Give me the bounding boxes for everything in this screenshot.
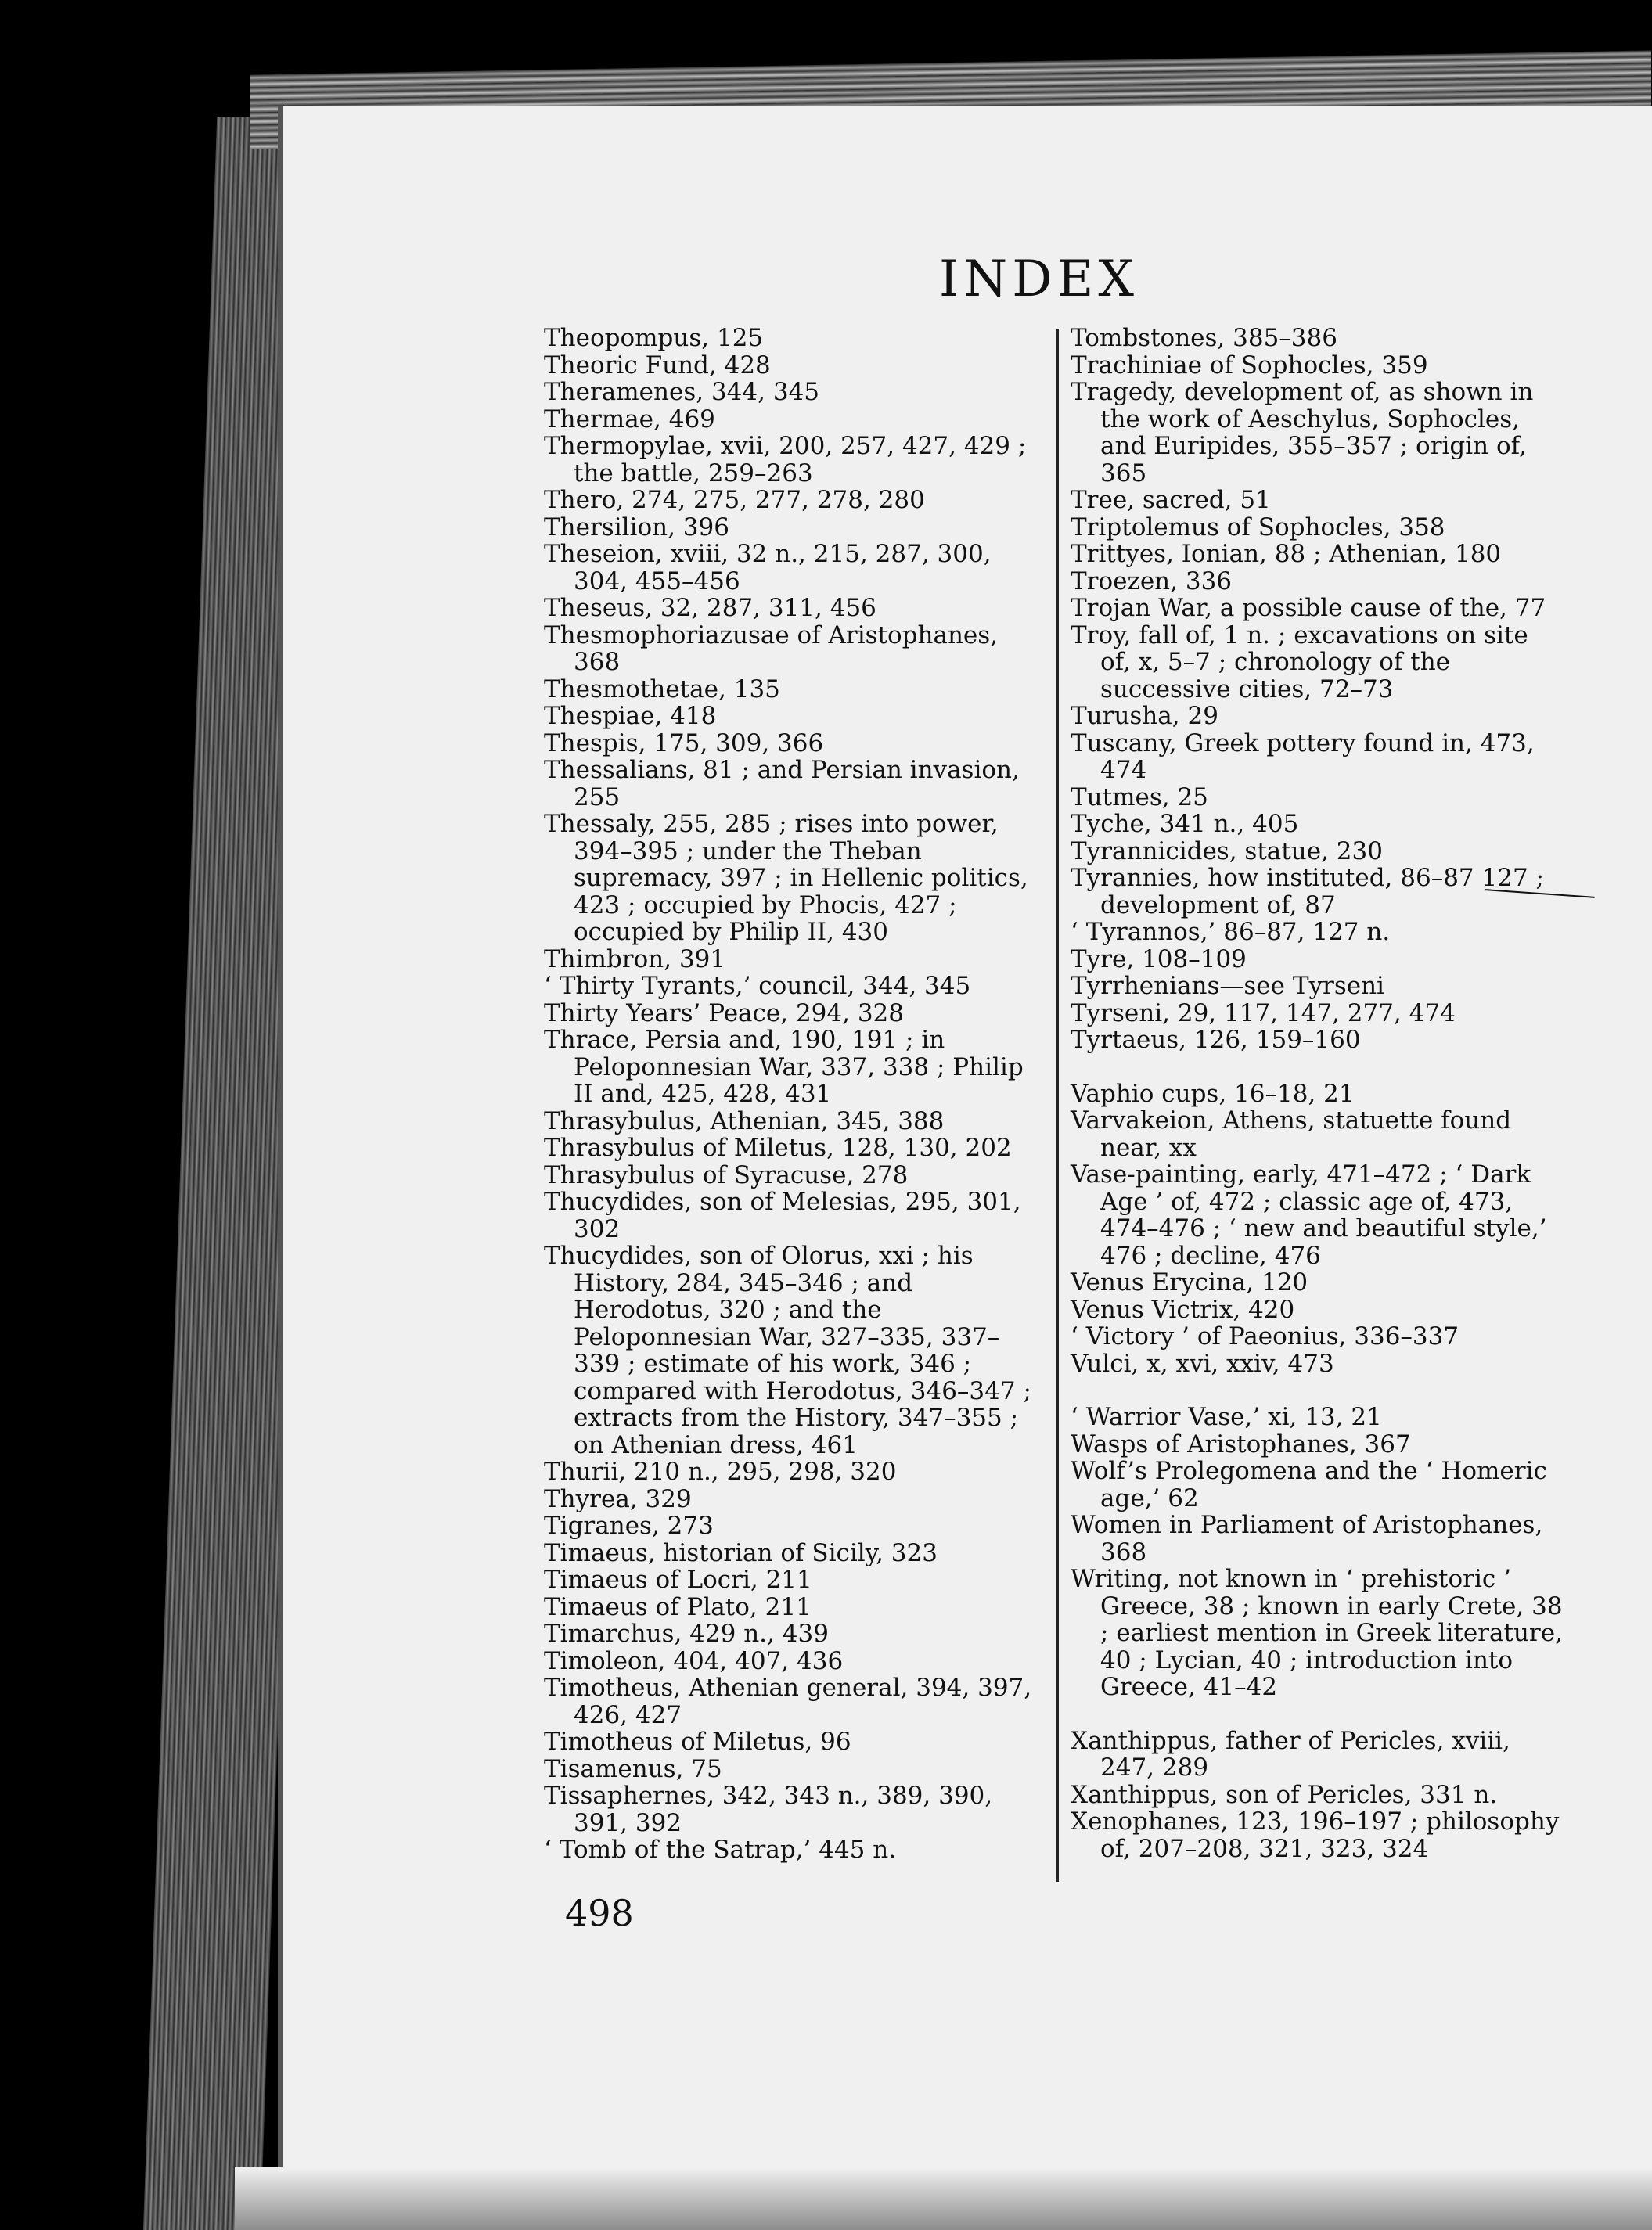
index-entry: Thermae, 469	[544, 405, 715, 433]
index-entry: Thrace, Persia and, 190, 191 ; in Peloponnesian War, 337, 338 ; Philip II and, 425, 428, 431	[544, 1026, 1024, 1108]
index-entry: Tyre, 108–109	[1071, 944, 1247, 973]
index-left-column	[544, 325, 1045, 1864]
index-entry: Tyrannies, how instituted, 86–87 127 ; development of, 87	[1071, 864, 1544, 919]
index-entry: Thermopylae, xvii, 200, 257, 427, 429 ; the battle, 259–263	[544, 432, 1027, 487]
index-entry: Thrasybulus of Miletus, 128, 130, 202	[544, 1134, 1012, 1162]
index-entry: Theseus, 32, 287, 311, 456	[544, 594, 876, 622]
index-entry: Thurii, 210 n., 295, 298, 320	[544, 1458, 897, 1486]
index-entry: Tisamenus, 75	[544, 1754, 722, 1783]
index-entry: Troy, fall of, 1 n. ; excavations on site of, x, 5–7 ; chronology of the successive cities, 72–73	[1071, 620, 1528, 703]
index-entry: ‘ Victory ’ of Paeonius, 336–337	[1071, 1322, 1459, 1351]
index-entry: Tuscany, Greek pottery found in, 473, 474	[1071, 728, 1535, 784]
index-entry: ‘ Warrior Vase,’ xi, 13, 21	[1071, 1403, 1382, 1431]
index-entry: Timotheus of Miletus, 96	[544, 1728, 851, 1756]
index-entry: Wolf’s Prolegomena and the ‘ Homeric age,’ 62	[1071, 1457, 1547, 1512]
index-entry: Thirty Years’ Peace, 294, 328	[544, 998, 904, 1027]
index-entry: Tragedy, development of, as shown in the work of Aeschylus, Sophocles, and Euripides, 355–357 ; origin of, 365	[1071, 378, 1534, 487]
page-bottom-shadow	[235, 2167, 1652, 2230]
index-entry: Xanthippus, son of Pericles, 331 n.	[1071, 1780, 1498, 1809]
index-entry: Trittyes, Ionian, 88 ; Athenian, 180	[1071, 540, 1502, 568]
index-entry: Varvakeion, Athens, statuette found near, xx	[1071, 1106, 1512, 1162]
index-entry: Tombstones, 385–386	[1071, 324, 1337, 352]
index-entry: ‘ Tomb of the Satrap,’ 445 n.	[544, 1836, 897, 1864]
index-entry: Vaphio cups, 16–18, 21	[1071, 1079, 1355, 1108]
index-entry: Venus Erycina, 120	[1071, 1268, 1308, 1297]
index-entry: Vulci, x, xvi, xxiv, 473	[1071, 1349, 1334, 1378]
index-entry: Venus Victrix, 420	[1071, 1295, 1295, 1324]
index-entry: Tyrrhenians—see Tyrseni	[1071, 972, 1384, 1000]
entry-gap	[1071, 1054, 1564, 1081]
index-entry: Timarchus, 429 n., 439	[544, 1620, 829, 1648]
index-entry: Thucydides, son of Melesias, 295, 301, 302	[544, 1188, 1021, 1243]
index-entry: Wasps of Aristophanes, 367	[1071, 1430, 1411, 1458]
index-entry: Tissaphernes, 342, 343 n., 389, 390, 391, 392	[544, 1782, 993, 1837]
index-entry: Turusha, 29	[1071, 702, 1218, 730]
index-entry: Trojan War, a possible cause of the, 77	[1071, 594, 1546, 622]
index-entry: Writing, not known in ‘ prehistoric ’ Greece, 38 ; known in early Crete, 38 ; earliest mention in Greek literature, 40 ; Lycian, 40 ; introduction into Greece, 41–42	[1071, 1565, 1563, 1701]
index-entry: Tyrannicides, statue, 230	[1071, 836, 1383, 865]
entry-gap	[1071, 1701, 1564, 1728]
index-entry: Thero, 274, 275, 277, 278, 280	[544, 486, 925, 514]
index-entry: Thimbron, 391	[544, 944, 726, 973]
index-right-column	[1071, 325, 1564, 1862]
entry-gap	[1071, 1377, 1564, 1404]
index-entry: Tutmes, 25	[1071, 782, 1208, 811]
index-entry: Tree, sacred, 51	[1071, 486, 1271, 514]
index-entry: Tyrseni, 29, 117, 147, 277, 474	[1071, 998, 1456, 1027]
index-entry: Women in Parliament of Aristophanes, 368	[1071, 1511, 1543, 1566]
index-entry: Timotheus, Athenian general, 394, 397, 426, 427	[544, 1674, 1032, 1729]
index-entry: Thesmophoriazusae of Aristophanes, 368	[544, 620, 999, 676]
index-entry: Timaeus, historian of Sicily, 323	[544, 1538, 938, 1567]
index-entry: Vase-painting, early, 471–472 ; ‘ Dark Age ’ of, 472 ; classic age of, 473, 474–476 ; ‘ new and beautiful style,’ 476 ; decline, 476	[1071, 1160, 1547, 1270]
index-entry: Timaeus of Locri, 211	[544, 1566, 812, 1594]
column-divider	[1056, 329, 1059, 1882]
index-entry: ‘ Tyrannos,’ 86–87, 127 n.	[1071, 918, 1391, 946]
index-entry: Thyrea, 329	[544, 1484, 692, 1513]
index-entry: Tyche, 341 n., 405	[1071, 810, 1299, 838]
index-entry: ‘ Thirty Tyrants,’ council, 344, 345	[544, 972, 971, 1000]
index-entry: Thespis, 175, 309, 366	[544, 728, 824, 757]
index-entry: Timaeus of Plato, 211	[544, 1592, 812, 1621]
index-entry: Troezen, 336	[1071, 566, 1233, 595]
index-entry: Thersilion, 396	[544, 513, 729, 541]
index-entry: Thessaly, 255, 285 ; rises into power, 394–395 ; under the Theban supremacy, 397 ; in Hellenic politics, 423 ; occupied by Phocis, 427 ; occupied by Philip II, 430	[544, 810, 1028, 946]
page-number: 498	[565, 1892, 634, 1934]
index-entry: Tyrtaeus, 126, 159–160	[1071, 1026, 1361, 1054]
index-entry: Xanthippus, father of Pericles, xviii, 247, 289	[1071, 1726, 1510, 1782]
index-entry: Theramenes, 344, 345	[544, 378, 820, 406]
index-entry: Thesmothetae, 135	[544, 674, 780, 703]
index-entry: Trachiniae of Sophocles, 359	[1071, 351, 1428, 379]
index-entry: Thrasybulus of Syracuse, 278	[544, 1160, 909, 1189]
index-entry: Timoleon, 404, 407, 436	[544, 1646, 844, 1675]
index-entry: Thucydides, son of Olorus, xxi ; his History, 284, 345–346 ; and Herodotus, 320 ; and the Peloponnesian War, 327–335, 337–339 ; estimate of his work, 346 ; compared with Herodotus, 346–347 ; extracts from the History, 347–355 ; on Athenian dress, 461	[544, 1242, 1031, 1459]
index-entry: Triptolemus of Sophocles, 358	[1071, 513, 1445, 541]
index-entry: Xenophanes, 123, 196–197 ; philosophy of, 207–208, 321, 323, 324	[1071, 1807, 1560, 1863]
index-entry: Thespiae, 418	[544, 702, 717, 730]
index-entry: Thessalians, 81 ; and Persian invasion, 255	[544, 756, 1020, 811]
index-entry: Thrasybulus, Athenian, 345, 388	[544, 1106, 945, 1135]
index-entry: Tigranes, 273	[544, 1512, 714, 1540]
index-entry: Theseion, xviii, 32 n., 215, 287, 300, 304, 455–456	[544, 540, 992, 595]
index-entry: Theopompus, 125	[544, 324, 764, 352]
index-heading: INDEX	[939, 250, 1139, 308]
index-entry: Theoric Fund, 428	[544, 351, 771, 379]
